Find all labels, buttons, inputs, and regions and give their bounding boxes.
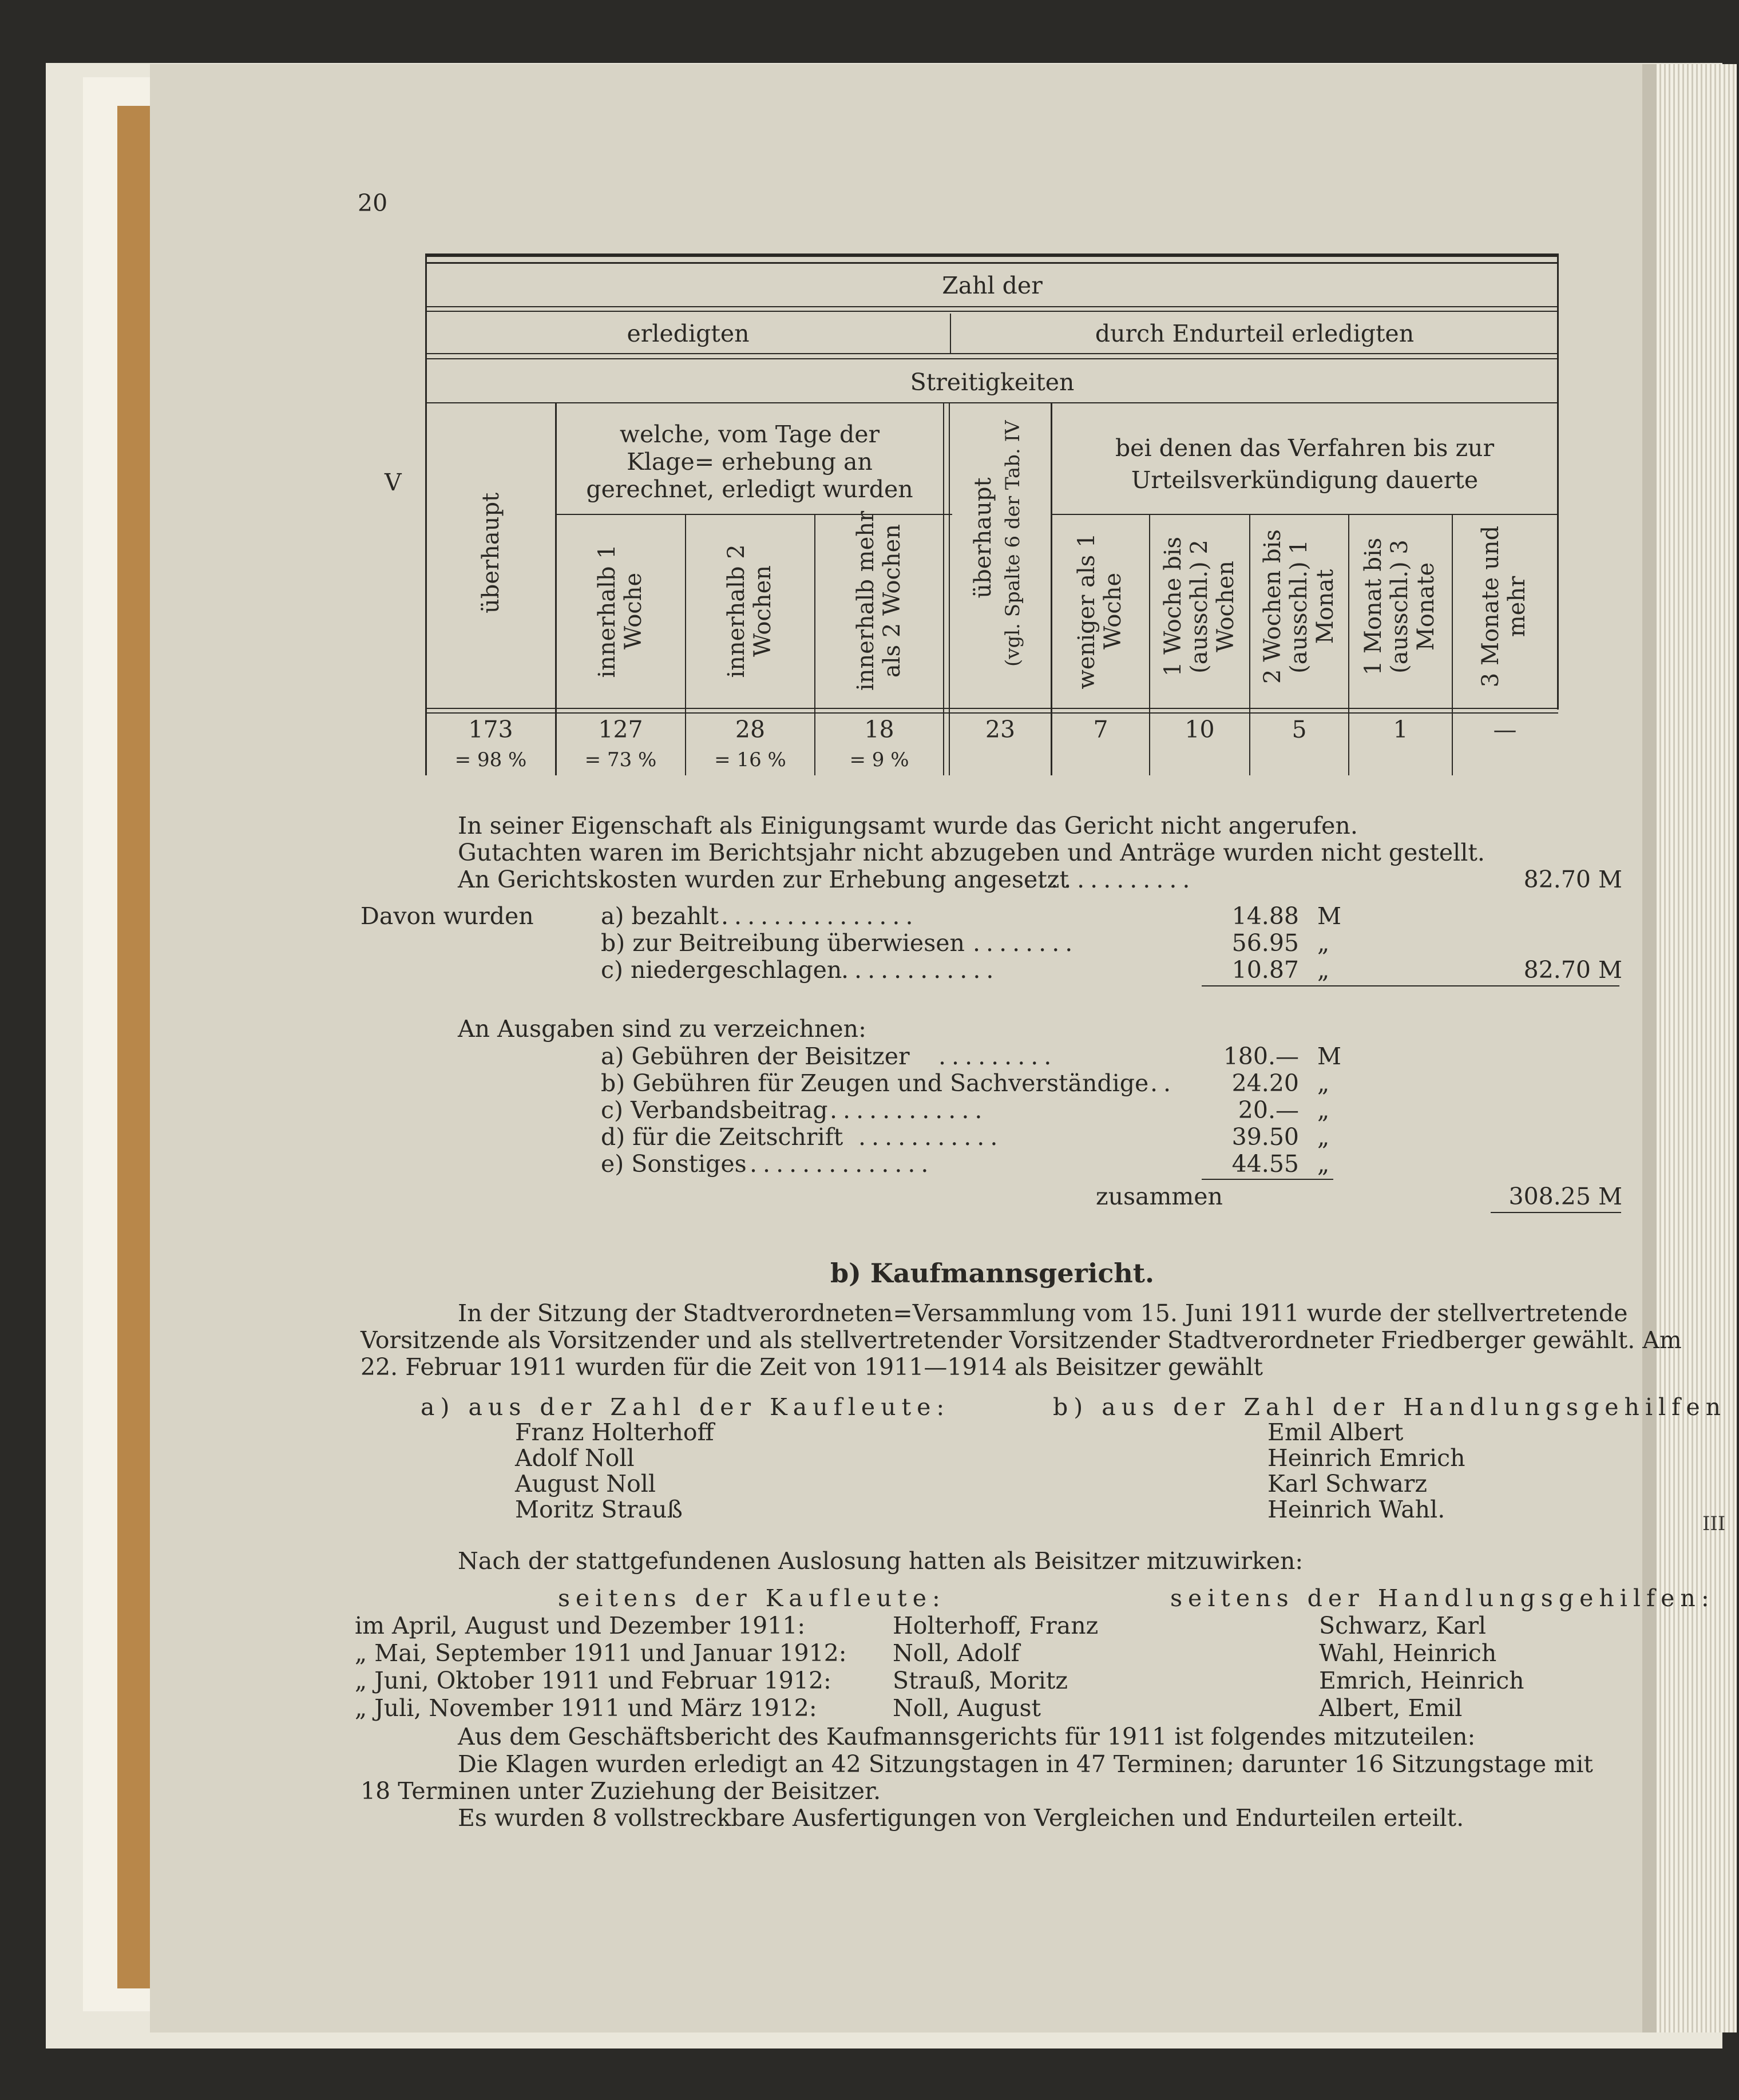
- group-a-label: a) aus der Zahl der Kaufleute:: [421, 1393, 950, 1421]
- ausgaben-amount-b: 24.20: [1231, 1069, 1299, 1097]
- schedule-gehilfe: Albert, Emil: [1319, 1694, 1463, 1722]
- value-within-2-weeks: 28: [735, 716, 766, 743]
- sum-rule: [1491, 1212, 1621, 1213]
- col-header-within-2-weeks: innerhalb 2 Wochen: [723, 544, 776, 678]
- final-para-line2: Die Klagen wurden erledigt an 42 Sitzungstagen in 47 Terminen; darunter 16 Sitzungstage mit: [458, 1750, 1593, 1778]
- margin-label: V: [385, 469, 402, 496]
- leader-dots: ...............: [721, 902, 919, 930]
- table-header-right: durch Endurteil erledigten: [1095, 320, 1415, 347]
- group-a-member: Franz Holterhoff: [515, 1419, 714, 1446]
- davon-item-c: c) niedergeschlagen: [601, 956, 842, 984]
- value-total: 173: [468, 716, 513, 743]
- col-header-note: (vgl. Spalte 6 der Tab. IV: [1001, 420, 1024, 667]
- schedule-gehilfe: Wahl, Heinrich: [1319, 1639, 1497, 1667]
- ausgaben-item-d: d) für die Zeitschrift: [601, 1123, 843, 1151]
- davon-amount-c: 10.87: [1231, 956, 1299, 984]
- ausgaben-amount-c: 20.—: [1238, 1096, 1299, 1124]
- final-para-line4: Es wurden 8 vollstreckbare Ausfertigungen von Vergleichen und Endurteilen erteilt.: [458, 1804, 1464, 1832]
- col-header-total: überhaupt: [478, 492, 504, 613]
- leader-dots: ............: [830, 1096, 988, 1124]
- schedule-period: „ Juni, Oktober 1911 und Februar 1912:: [355, 1667, 831, 1694]
- schedule-gehilfe: Emrich, Heinrich: [1319, 1667, 1524, 1694]
- percent-more-than-2-weeks: = 9 %: [849, 748, 909, 771]
- group-left-heading: welche, vom Tage der Klage= erhebung an gerechnet, erledigt wurden: [586, 421, 913, 503]
- section-para-line3: 22. Februar 1911 wurden für die Zeit von 1911—1914 als Beisitzer gewählt: [361, 1353, 1263, 1381]
- ausgaben-item-a: a) Gebühren der Beisitzer: [601, 1043, 910, 1070]
- right-margin-label: III: [1702, 1512, 1726, 1535]
- schedule-kaufmann: Noll, Adolf: [893, 1639, 1020, 1667]
- seitens-gehilfen-label: seitens der Handlungsgehilfen:: [1170, 1584, 1715, 1612]
- table-header-main: Zahl der: [942, 272, 1043, 299]
- ausgaben-unit-c: „: [1317, 1096, 1330, 1124]
- davon-amount-a: 14.88: [1231, 902, 1299, 930]
- col-header-within-1-week: innerhalb 1 Woche: [594, 544, 647, 678]
- right-page-edges: [1657, 64, 1737, 2032]
- costs-total: 82.70 M: [1523, 866, 1622, 893]
- schedule-period: im April, August und Dezember 1911:: [355, 1612, 806, 1639]
- ausgaben-label: An Ausgaben sind zu verzeichnen:: [458, 1015, 866, 1043]
- col-header-more-than-2-weeks: innerhalb mehr als 2 Wochen: [853, 510, 905, 691]
- value-within-1-week: 127: [598, 716, 643, 743]
- page-spine: [1642, 64, 1658, 2032]
- ausgaben-item-c: c) Verbandsbeitrag: [601, 1096, 828, 1124]
- schedule-kaufmann: Strauß, Moritz: [893, 1667, 1068, 1694]
- sum-rule: [1202, 1179, 1333, 1180]
- value-2-weeks-to-1-month: 5: [1292, 716, 1307, 743]
- group-b-member: Karl Schwarz: [1267, 1470, 1428, 1497]
- ausgaben-item-e: e) Sonstiges: [601, 1150, 747, 1178]
- group-a-member: Adolf Noll: [515, 1444, 635, 1472]
- ausgaben-unit-d: „: [1317, 1123, 1330, 1151]
- col-header-2-weeks-to-1-month: 2 Wochen bis (ausschl.) 1 Monat: [1259, 529, 1338, 684]
- schedule-period: „ Juli, November 1911 und März 1912:: [355, 1694, 817, 1722]
- schedule-kaufmann: Noll, August: [893, 1694, 1041, 1722]
- davon-unit-c: „: [1317, 956, 1330, 984]
- table-header-left: erledigten: [627, 320, 750, 347]
- group-a-member: August Noll: [515, 1470, 656, 1497]
- value-1-to-2-weeks: 10: [1185, 716, 1215, 743]
- davon-total: 82.70 M: [1523, 956, 1622, 984]
- nach-label: Nach der stattgefundenen Auslosung hatten als Beisitzer mitzuwirken:: [458, 1547, 1304, 1575]
- group-a-member: Moritz Strauß: [515, 1496, 683, 1523]
- value-more-than-2-weeks: 18: [864, 716, 894, 743]
- percent-total: = 98 %: [454, 748, 527, 771]
- col-header-less-than-1-week: weniger als 1 Woche: [1073, 533, 1126, 690]
- davon-item-a: a) bezahlt: [601, 902, 719, 930]
- percent-within-2-weeks: = 16 %: [714, 748, 786, 771]
- col-header-total-endurteil: überhaupt: [970, 477, 996, 599]
- seitens-kaufleute-label: seitens der Kaufleute:: [558, 1584, 946, 1612]
- leader-dots: ..............: [750, 1150, 934, 1178]
- section-heading: b) Kaufmannsgericht.: [830, 1258, 1155, 1289]
- table-header-sub: Streitigkeiten: [910, 369, 1075, 396]
- ausgaben-unit-e: „: [1317, 1150, 1330, 1178]
- value-1-to-3-months: 1: [1393, 716, 1408, 743]
- ausgaben-unit-a: M: [1317, 1043, 1341, 1070]
- group-b-member: Heinrich Wahl.: [1267, 1496, 1445, 1523]
- para1-line3: An Gerichtskosten wurden zur Erhebung angesetzt: [458, 866, 1069, 893]
- col-header-1-to-3-months: 1 Monat bis (ausschl.) 3 Monate: [1360, 537, 1439, 676]
- davon-amount-b: 56.95: [1231, 929, 1299, 957]
- value-total-endurteil: 23: [985, 716, 1016, 743]
- schedule-period: „ Mai, September 1911 und Januar 1912:: [355, 1639, 847, 1667]
- ausgaben-amount-d: 39.50: [1231, 1123, 1299, 1151]
- schedule-kaufmann: Holterhoff, Franz: [893, 1612, 1099, 1639]
- value-less-than-1-week: 7: [1093, 716, 1108, 743]
- para1-line1: In seiner Eigenschaft als Einigungsamt wurde das Gericht nicht angerufen.: [458, 812, 1358, 839]
- col-header-1-to-2-weeks: 1 Woche bis (ausschl.) 2 Wochen: [1160, 536, 1239, 677]
- group-right-heading: bei denen das Verfahren bis zur Urteilsverkündigung dauerte: [1115, 434, 1495, 494]
- ausgaben-unit-b: „: [1317, 1069, 1330, 1097]
- ausgaben-item-b: b) Gebühren für Zeugen und Sachverständige: [601, 1069, 1149, 1097]
- schedule-gehilfe: Schwarz, Karl: [1319, 1612, 1487, 1639]
- leader-dots: ...........: [858, 1123, 1004, 1151]
- percent-within-1-week: = 73 %: [584, 748, 657, 771]
- page-number: 20: [358, 189, 388, 217]
- zusammen-label: zusammen: [1096, 1183, 1223, 1210]
- ausgaben-amount-a: 180.—: [1223, 1043, 1299, 1070]
- value-3-months-plus: —: [1493, 716, 1517, 743]
- leader-dots: ............: [841, 956, 1000, 984]
- group-b-label: b) aus der Zahl der Handlungsgehilfen: [1053, 1393, 1727, 1421]
- ausgaben-amount-e: 44.55: [1231, 1150, 1299, 1178]
- leader-dots: .............: [1024, 866, 1196, 893]
- section-para-line1: In der Sitzung der Stadtverordneten=Versammlung vom 15. Juni 1911 wurde der stellvertretende: [458, 1299, 1628, 1327]
- final-para-line1: Aus dem Geschäftsbericht des Kaufmannsgerichts für 1911 ist folgendes mitzuteilen:: [458, 1723, 1476, 1750]
- davon-unit-a: M: [1317, 902, 1341, 930]
- leader-dots: .........: [938, 1043, 1057, 1070]
- group-b-member: Heinrich Emrich: [1267, 1444, 1465, 1472]
- group-b-member: Emil Albert: [1267, 1419, 1404, 1446]
- zusammen-total: 308.25 M: [1508, 1183, 1622, 1210]
- leader-dots: ........: [973, 929, 1079, 957]
- leader-dots: ..: [1150, 1069, 1177, 1097]
- para1-line2: Gutachten waren im Berichtsjahr nicht abzugeben und Anträge wurden nicht gestellt.: [458, 839, 1485, 866]
- sum-rule: [1202, 985, 1619, 986]
- col-header-3-months-plus: 3 Monate und mehr: [1477, 525, 1530, 688]
- davon-label: Davon wurden: [361, 902, 534, 930]
- davon-item-b: b) zur Beitreibung überwiesen: [601, 929, 965, 957]
- section-para-line2: Vorsitzende als Vorsitzender und als stellvertretender Vorsitzender Stadtverordneter Friedberger gewählt. Am: [361, 1326, 1682, 1354]
- final-para-line3: 18 Terminen unter Zuziehung der Beisitzer.: [361, 1777, 881, 1805]
- davon-unit-b: „: [1317, 929, 1330, 957]
